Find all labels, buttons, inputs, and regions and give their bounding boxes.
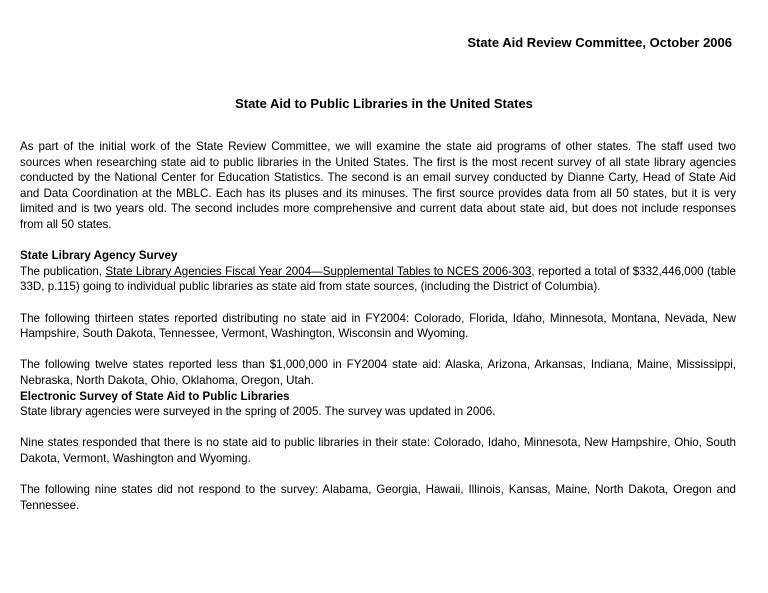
no-state-aid-survey-paragraph: Nine states responded that there is no state aid to public libraries in their state: Colorado, Idaho, Minnesota, New Hampshire, Ohio, South Dakota, Vermont, Washington and Wyoming. [20, 436, 736, 465]
section-electronic-survey [20, 389, 736, 420]
section-heading: Electronic Survey of State Aid to Public Libraries [20, 389, 290, 403]
paragraph-text: State library agencies were surveyed in the spring of 2005. The survey was updated in 2006. [20, 405, 496, 419]
section-heading: State Library Agency Survey [20, 249, 178, 263]
non-respondents-paragraph: The following nine states did not respond to the survey: Alabama, Georgia, Hawaii, Illinois, Kansas, Maine, North Dakota, Oregon and Tennessee. [20, 483, 736, 512]
paragraph-text: , reported a total of $332,446,000 (table 33D, p.115) going to individual public libraries as state aid from state sources, (including the District of Columbia). [20, 264, 737, 294]
section-state-library-agency-survey [20, 248, 736, 295]
no-state-aid-fy2004-paragraph: The following thirteen states reported distributing no state aid in FY2004: Colorado, Florida, Idaho, Minnesota, Montana, Nevada, New Hampshire, South Dakota, Tennessee, Vermont, Washington, Wisconsin and Wyoming. [20, 311, 736, 341]
paragraph-spacer [20, 295, 736, 311]
intro-paragraph: As part of the initial work of the State Review Committee, we will examine the state aid programs of other states. The staff used two sources when researching state aid to public libraries in the United States. The first is the most recent survey of all state library agencies conducted by the National Center for Education Statistics. The second is an email survey conducted by Dianne Carty, Head of State Aid and Data Coordination at the MBLC. Each has its pluses and its minuses. The first source provides data from all 50 states, but it is very limited and is two years old. The second includes more comprehensive and current data about state aid, but does not include responses from all 50 states. [20, 140, 736, 231]
running-header: State Aid Review Committee, October 2006 [467, 35, 732, 50]
less-than-million-paragraph: The following twelve states reported less than $1,000,000 in FY2004 state aid: Alaska, Arizona, Arkansas, Indiana, Maine, Mississippi, Nebraska, North Dakota, Ohio, Oklahoma, Oregon, Utah. [20, 358, 736, 387]
paragraph-text: The publication, [20, 264, 106, 278]
document-body [20, 139, 736, 529]
document-title: State Aid to Public Libraries in the United States [235, 96, 533, 111]
publication-link[interactable]: State Library Agencies Fiscal Year 2004—Supplemental Tables to NCES 2006-303 [105, 264, 532, 278]
paragraph-spacer [20, 420, 736, 436]
